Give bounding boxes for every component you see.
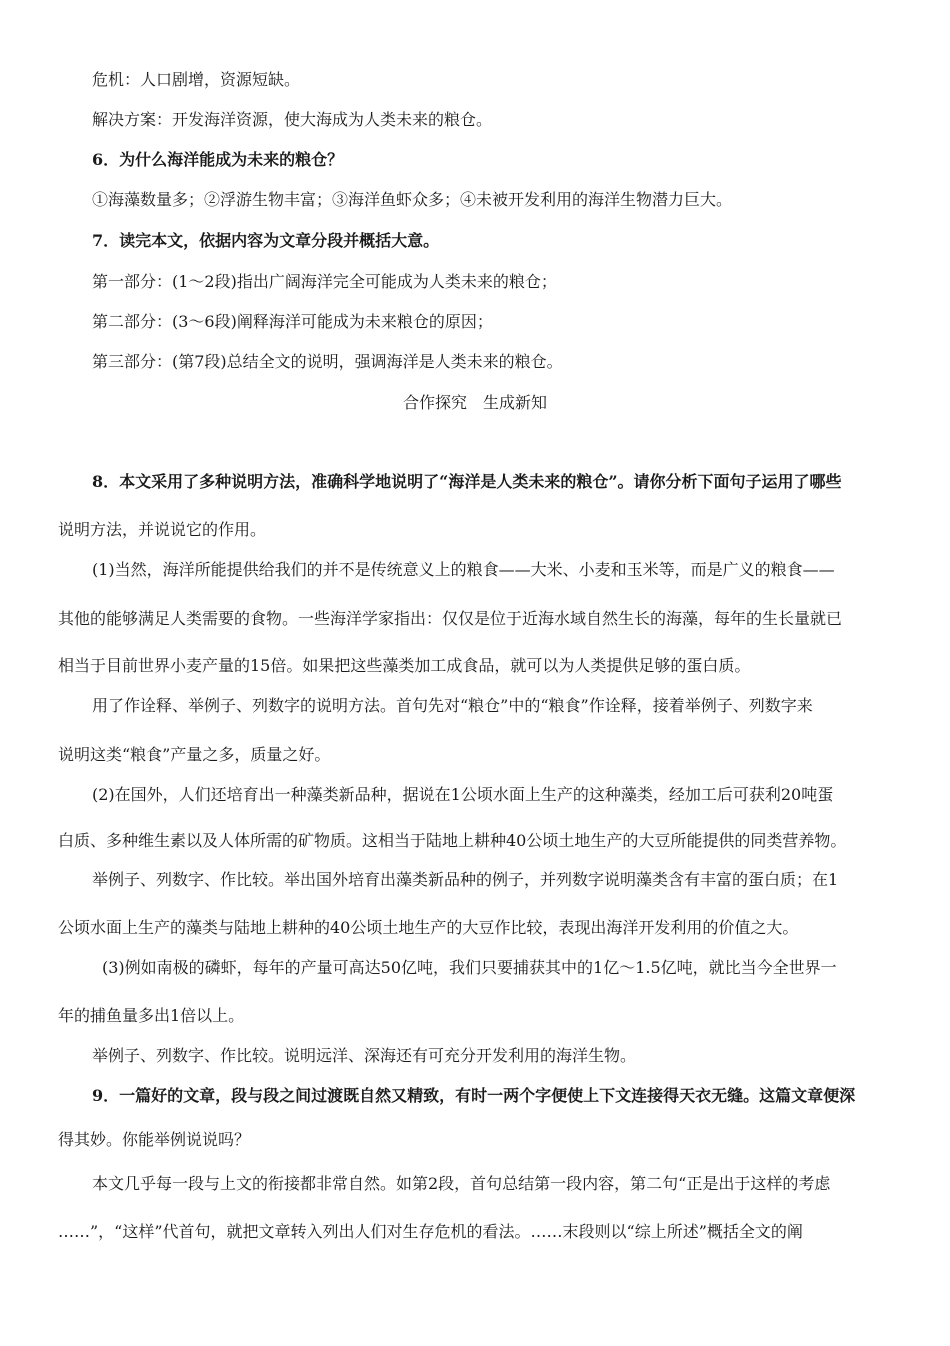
quote-3: (3)例如南极的磷虾，每年的产量可高达50亿吨，我们只要捕获其中的1亿～1.5亿吨，就比当今全世界一 bbox=[102, 958, 837, 977]
text-line: 说明方法，并说说它的作用。 bbox=[58, 520, 267, 539]
quote-1: (1)当然，海洋所能提供给我们的并不是传统意义上的粮食——大米、小麦和玉米等，而是广义的粮食—— bbox=[92, 560, 835, 579]
question-8: 8．本文采用了多种说明方法，准确科学地说明了“海洋是人类未来的粮仓”。请你分析下面句子运用了哪些 bbox=[92, 472, 842, 491]
question-6: 6．为什么海洋能成为未来的粮仓？ bbox=[92, 150, 344, 169]
answer-9: 本文几乎每一段与上文的衔接都非常自然。如第2段，首句总结第一段内容，第二句“正是出于这样的考虑 bbox=[92, 1174, 831, 1193]
quote-1: 相当于目前世界小麦产量的15倍。如果把这些藻类加工成食品，就可以为人类提供足够的蛋白质。 bbox=[58, 656, 751, 675]
question-9: 得其妙。你能举例说说吗？ bbox=[58, 1130, 251, 1149]
answer-8-2: 公顷水面上生产的藻类与陆地上耕种的40公顷土地生产的大豆作比较，表现出海洋开发利用的价值之大。 bbox=[58, 918, 799, 937]
quote-2: 白质、多种维生素以及人体所需的矿物质。这相当于陆地上耕种40公顷土地生产的大豆所能提供的同类营养物。 bbox=[58, 831, 847, 850]
answer-8-1: 说明这类“粮食”产量之多，质量之好。 bbox=[58, 745, 331, 764]
quote-3: 年的捕鱼量多出1倍以上。 bbox=[58, 1006, 245, 1025]
text-line: 第三部分：(第7段)总结全文的说明，强调海洋是人类未来的粮仓。 bbox=[92, 352, 563, 371]
answer-8-1: 用了作诠释、举例子、列数字的说明方法。首句先对“粮仓”中的“粮食”作诠释，接着举例子、列数字来 bbox=[92, 696, 813, 715]
quote-2: (2)在国外，人们还培育出一种藻类新品种，据说在1公顷水面上生产的这种藻类，经加工后可获利20吨蛋 bbox=[92, 785, 834, 804]
answer-8-2: 举例子、列数字、作比较。举出国外培育出藻类新品种的例子，并列数字说明藻类含有丰富的蛋白质；在1 bbox=[92, 870, 839, 889]
text-line: 解决方案：开发海洋资源，使大海成为人类未来的粮仓。 bbox=[92, 110, 493, 129]
answer-9: ……”，“这样”代首句，就把文章转入列出人们对生存危机的看法。……末段则以“综上所述”概括全文的阐 bbox=[58, 1222, 803, 1241]
quote-1: 其他的能够满足人类需要的食物。一些海洋学家指出：仅仅是位于近海水域自然生长的海藻，每年的生长量就已 bbox=[58, 609, 843, 628]
answer-8-3: 举例子、列数字、作比较。说明远洋、深海还有可充分开发利用的海洋生物。 bbox=[92, 1046, 637, 1065]
question-9: 9．一篇好的文章，段与段之间过渡既自然又精致，有时一两个字便使上下文连接得天衣无缝。这篇文章便深 bbox=[92, 1086, 856, 1105]
question-7: 7．读完本文，依据内容为文章分段并概括大意。 bbox=[92, 231, 440, 250]
text-line: 第一部分：(1～2段)指出广阔海洋完全可能成为人类未来的粮仓； bbox=[92, 272, 557, 291]
text-line: 危机：人口剧增，资源短缺。 bbox=[92, 70, 301, 89]
answer-6: ①海藻数量多；②浮游生物丰富；③海洋鱼虾众多；④未被开发利用的海洋生物潜力巨大。 bbox=[92, 190, 733, 209]
section-title: 合作探究 生成新知 bbox=[402, 393, 547, 412]
text-line: 第二部分：(3～6段)阐释海洋可能成为未来粮仓的原因； bbox=[92, 312, 493, 331]
